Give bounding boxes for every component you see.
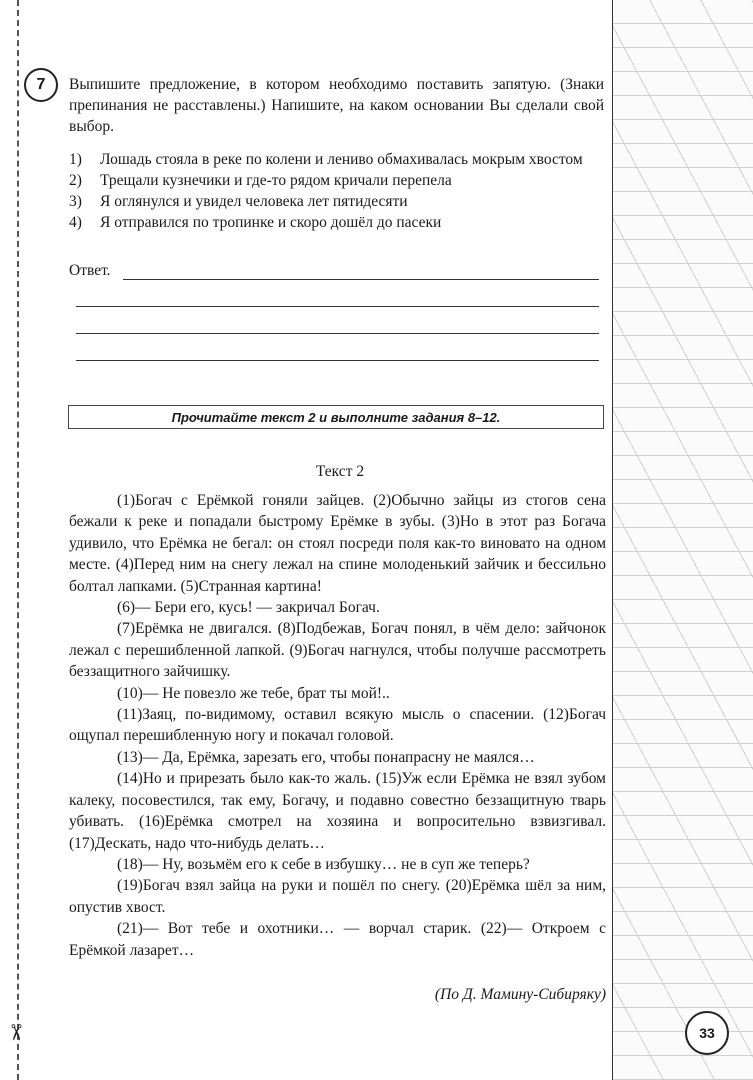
option-number: 4) — [69, 214, 82, 231]
paragraph: (14)Но и прирезать было как-то жаль. (15)Уж если Ерёмка не взял зубом калеку, посовестился, так ему, Богачу, и подавно совестно беззащитную тварь убивать. (16)Ерёмка смотрел на хозяина и вопросительно взвизгивал. (17)Дескать, надо что-нибудь делать… — [69, 770, 606, 852]
paragraph: (10)— Не повезло же тебе, брат ты мой!.. — [117, 684, 390, 702]
option-3 — [69, 191, 609, 212]
answer-line-3[interactable] — [76, 333, 599, 334]
paragraph: (13)— Да, Ерёмка, зарезать его, чтобы понапрасну не маялся… — [117, 748, 535, 766]
option-text: Трещали кузнечики и где-то рядом кричали перепела — [100, 172, 452, 189]
option-text: Я оглянулся и увидел человека лет пятидесяти — [100, 193, 408, 210]
option-4 — [69, 212, 609, 233]
paragraph: (1)Богач с Ерёмкой гоняли зайцев. (2)Обычно зайцы из стогов сена бежали к реке и попадали быстрому Ерёмке в зубы. (3)Но в этот раз Богача удивило, что Ерёмка не бегал: он стоял посреди поля как-то виновато на одном месте. (4)Перед ним на снегу лежал на спине молоденький зайчик и бессильно болтал лапками. (5)Странная картина! — [69, 492, 606, 595]
text-title: Текст 2 — [315, 463, 365, 480]
option-1 — [69, 149, 609, 170]
answer-line-2[interactable] — [76, 306, 599, 307]
reading-text — [69, 490, 606, 961]
page-number-badge: 33 — [685, 1011, 729, 1055]
paragraph: (11)Заяц, по-видимому, оставил всякую мысль о спасении. (12)Богач ощупал перешибленную ногу и покачал головой. — [69, 706, 606, 745]
paragraph: (21)— Вот тебе и охотники… — ворчал старик. (22)— Откроем с Ерёмкой лазарет… — [69, 920, 606, 959]
paragraph: (18)— Ну, возьмём его к себе в избушку… не в суп же теперь? — [117, 855, 530, 873]
option-number: 2) — [69, 172, 82, 189]
ruled-margin-strip — [612, 0, 753, 1080]
cut-line — [17, 0, 19, 1080]
option-text: Я отправился по тропинке и скоро дошёл до пасеки — [100, 214, 442, 231]
option-number: 3) — [69, 193, 82, 210]
attribution: (По Д. Мамину-Сибиряку) — [434, 986, 606, 1003]
answer-line-1[interactable] — [123, 279, 599, 280]
task-options — [69, 149, 609, 233]
task-number-badge: 7 — [24, 68, 58, 102]
paragraph: (6)— Бери его, кусь! — закричал Богач. — [117, 599, 380, 617]
option-text: Лошадь стояла в реке по колени и лениво обмахивалась мокрым хвостом — [100, 151, 583, 168]
paragraph: (7)Ерёмка не двигался. (8)Подбежав, Богач понял, в чём дело: зайчонок лежал с перешибленной лапкой. (9)Богач нагнулся, чтобы получше рассмотреть беззащитного зайчишку. — [69, 620, 606, 681]
option-2 — [69, 170, 609, 191]
answer-label: Ответ. — [69, 262, 111, 279]
scissors-icon: ✂ — [2, 1023, 28, 1042]
task-prompt: Выпишите предложение, в котором необходимо поставить запятую. (Знаки препинания не расставлены.) Напишите, на каком основании Вы сделали свой выбор. — [69, 76, 604, 135]
paragraph: (19)Богач взял зайца на руки и пошёл по снегу. (20)Ерёмка шёл за ним, опустив хвост. — [69, 877, 606, 916]
option-number: 1) — [69, 151, 82, 168]
instruction-box: Прочитайте текст 2 и выполните задания 8–12. — [68, 405, 604, 429]
answer-line-4[interactable] — [76, 360, 599, 361]
